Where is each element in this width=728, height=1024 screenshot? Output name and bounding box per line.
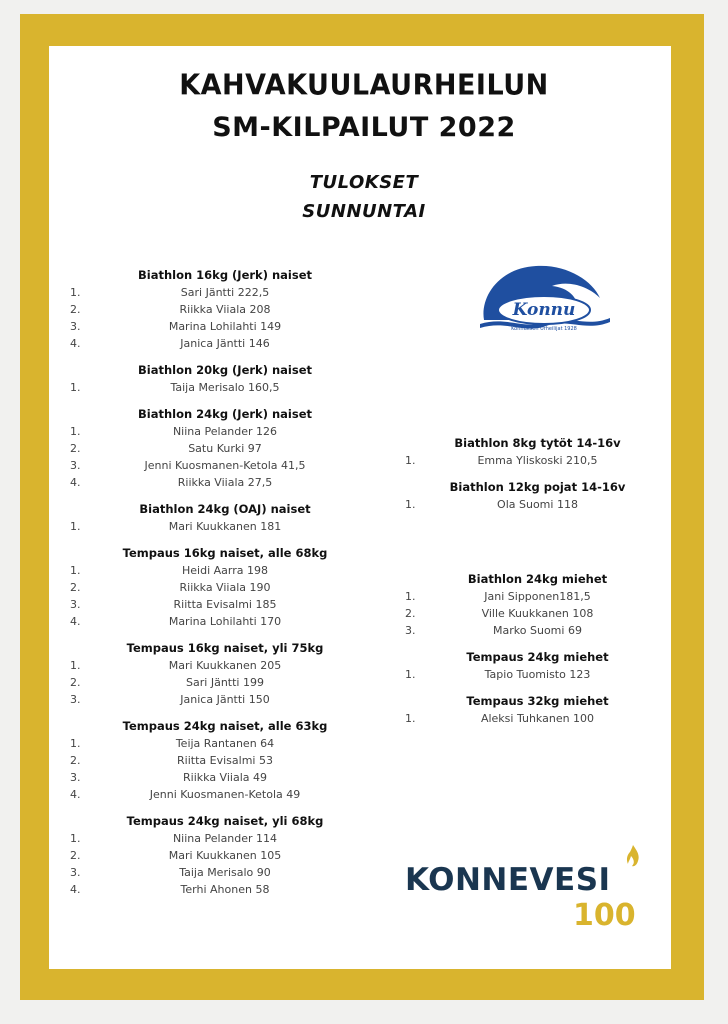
section-title: Tempaus 32kg miehet [466, 694, 609, 708]
result-name-score: Niina Pelander 126 [172, 425, 278, 438]
result-row [60, 613, 390, 630]
result-name-score: Aleksi Tuhkanen 100 [480, 712, 595, 725]
result-name-score: Marina Lohilahti 170 [168, 615, 282, 628]
result-row [60, 474, 390, 491]
result-name-score: Tapio Tuomisto 123 [484, 668, 591, 681]
result-rank: 1. [70, 564, 81, 577]
result-row [395, 496, 680, 513]
result-row [395, 605, 680, 622]
result-name-score: Mari Kuukkanen 181 [168, 520, 282, 533]
result-rank: 4. [70, 788, 81, 801]
result-section [60, 717, 390, 803]
result-name-score: Riitta Evisalmi 185 [173, 598, 277, 611]
result-name-score: Taija Merisalo 90 [179, 866, 271, 879]
result-rank: 2. [70, 849, 81, 862]
result-name-score: Janica Jäntti 150 [180, 693, 270, 706]
result-name-score: Ola Suomi 118 [497, 498, 578, 511]
result-name-score: Riikka Viiala 49 [183, 771, 267, 784]
subtitle-results: TULOKSET [309, 172, 419, 193]
result-row [395, 666, 680, 683]
result-row [60, 379, 390, 396]
result-name-score: Heidi Aarra 198 [182, 564, 268, 577]
result-row [60, 786, 390, 803]
result-section [395, 648, 680, 683]
result-section [60, 266, 390, 352]
result-section [395, 570, 680, 639]
result-row [395, 588, 680, 605]
result-name-score: Niina Pelander 114 [172, 832, 278, 845]
result-name-score: Taija Merisalo 160,5 [170, 381, 280, 394]
result-section [60, 405, 390, 491]
result-name-score: Mari Kuukkanen 205 [168, 659, 282, 672]
result-rank: 1. [70, 286, 81, 299]
result-rank: 3. [70, 771, 81, 784]
result-section [60, 544, 390, 630]
result-row [60, 674, 390, 691]
result-name-score: Janica Jäntti 146 [180, 337, 270, 350]
result-name-score: Jenni Kuosmanen-Ketola 49 [149, 788, 301, 801]
result-rank: 2. [70, 581, 81, 594]
result-rank: 1. [70, 659, 81, 672]
sponsor-name: KONNEVESI [405, 862, 611, 898]
result-row [60, 657, 390, 674]
result-rank: 1. [405, 590, 416, 603]
result-name-score: Teija Rantanen 64 [175, 737, 275, 750]
section-title: Tempaus 24kg miehet [466, 650, 609, 664]
result-row [60, 318, 390, 335]
result-rank: 4. [70, 615, 81, 628]
result-rank: 2. [70, 676, 81, 689]
title-line-2: SM-KILPAILUT 2022 [212, 112, 516, 143]
result-name-score: Riikka Viiala 27,5 [177, 476, 273, 489]
result-name-score: Riikka Viiala 208 [179, 303, 271, 316]
section-title: Tempaus 24kg naiset, alle 63kg [122, 719, 328, 733]
result-rank: 3. [405, 624, 416, 637]
result-row [395, 622, 680, 639]
result-rank: 3. [70, 693, 81, 706]
konnu-wave-icon [476, 258, 614, 334]
result-section [60, 639, 390, 708]
result-rank: 1. [405, 712, 416, 725]
sponsor-number: 100 [573, 898, 636, 933]
result-row [60, 423, 390, 440]
result-name-score: Sari Jäntti 199 [186, 676, 264, 689]
result-rank: 1. [70, 425, 81, 438]
result-rank: 2. [405, 607, 416, 620]
result-row [60, 769, 390, 786]
result-rank: 1. [70, 381, 81, 394]
section-title: Tempaus 16kg naiset, alle 68kg [122, 546, 328, 560]
result-name-score: Ville Kuukkanen 108 [481, 607, 594, 620]
result-row [395, 710, 680, 727]
result-name-score: Marina Lohilahti 149 [168, 320, 282, 333]
result-rank: 1. [405, 668, 416, 681]
club-logo-name: Konnu [512, 300, 576, 320]
result-row [60, 440, 390, 457]
section-title: Tempaus 24kg naiset, yli 68kg [126, 814, 324, 828]
result-section [395, 692, 680, 727]
result-row [60, 847, 390, 864]
section-title: Biathlon 8kg tytöt 14-16v [454, 436, 621, 450]
result-rank: 1. [405, 454, 416, 467]
result-rank: 3. [70, 320, 81, 333]
result-section [395, 478, 680, 513]
result-rank: 3. [70, 459, 81, 472]
title-line-1: KAHVAKUULAURHEILUN [179, 69, 549, 102]
result-section [60, 361, 390, 396]
result-rank: 4. [70, 476, 81, 489]
result-name-score: Satu Kurki 97 [188, 442, 262, 455]
result-rank: 2. [70, 303, 81, 316]
result-row [395, 452, 680, 469]
result-rank: 1. [70, 520, 81, 533]
result-name-score: Sari Jäntti 222,5 [180, 286, 270, 299]
section-title: Biathlon 16kg (Jerk) naiset [137, 268, 313, 282]
result-row [60, 518, 390, 535]
section-title: Biathlon 24kg (OAJ) naiset [139, 502, 311, 516]
result-name-score: Terhi Ahonen 58 [180, 883, 270, 896]
left-results-column [60, 266, 390, 907]
result-rank: 4. [70, 883, 81, 896]
result-section [60, 812, 390, 898]
result-section [60, 500, 390, 535]
result-row [60, 830, 390, 847]
result-rank: 1. [405, 498, 416, 511]
result-name-score: Marko Suomi 69 [493, 624, 582, 637]
result-name-score: Jenni Kuosmanen-Ketola 41,5 [144, 459, 306, 472]
result-row [60, 579, 390, 596]
result-row [60, 284, 390, 301]
section-title: Tempaus 16kg naiset, yli 75kg [126, 641, 324, 655]
result-row [60, 301, 390, 318]
result-rank: 2. [70, 754, 81, 767]
section-title: Biathlon 24kg miehet [467, 572, 608, 586]
konnu-club-logo [476, 258, 614, 334]
right-results-column-men [395, 570, 680, 736]
result-rank: 3. [70, 598, 81, 611]
result-name-score: Mari Kuukkanen 105 [168, 849, 282, 862]
result-name-score: Riikka Viiala 190 [179, 581, 271, 594]
result-row [60, 881, 390, 898]
result-row [60, 335, 390, 352]
section-title: Biathlon 24kg (Jerk) naiset [137, 407, 313, 421]
result-row [60, 752, 390, 769]
result-name-score: Jani Sipponen181,5 [484, 590, 591, 603]
result-rank: 1. [70, 832, 81, 845]
konnevesi-100-logo [405, 840, 645, 940]
result-section [395, 434, 680, 469]
result-rank: 1. [70, 737, 81, 750]
section-title: Biathlon 12kg pojat 14-16v [449, 480, 626, 494]
section-title: Biathlon 20kg (Jerk) naiset [137, 363, 313, 377]
result-row [60, 457, 390, 474]
result-row [60, 691, 390, 708]
result-name-score: Riitta Evisalmi 53 [177, 754, 273, 767]
result-row [60, 864, 390, 881]
result-rank: 2. [70, 442, 81, 455]
right-results-column-juniors [395, 434, 680, 522]
result-name-score: Emma Yliskoski 210,5 [477, 454, 598, 467]
result-row [60, 562, 390, 579]
result-row [60, 735, 390, 752]
result-row [60, 596, 390, 613]
flame-icon [625, 844, 641, 868]
subtitle-day: SUNNUNTAI [302, 201, 426, 222]
result-rank: 4. [70, 337, 81, 350]
result-rank: 3. [70, 866, 81, 879]
club-logo-subtitle: Konnuksen Urheilijat 1928 [511, 326, 577, 332]
